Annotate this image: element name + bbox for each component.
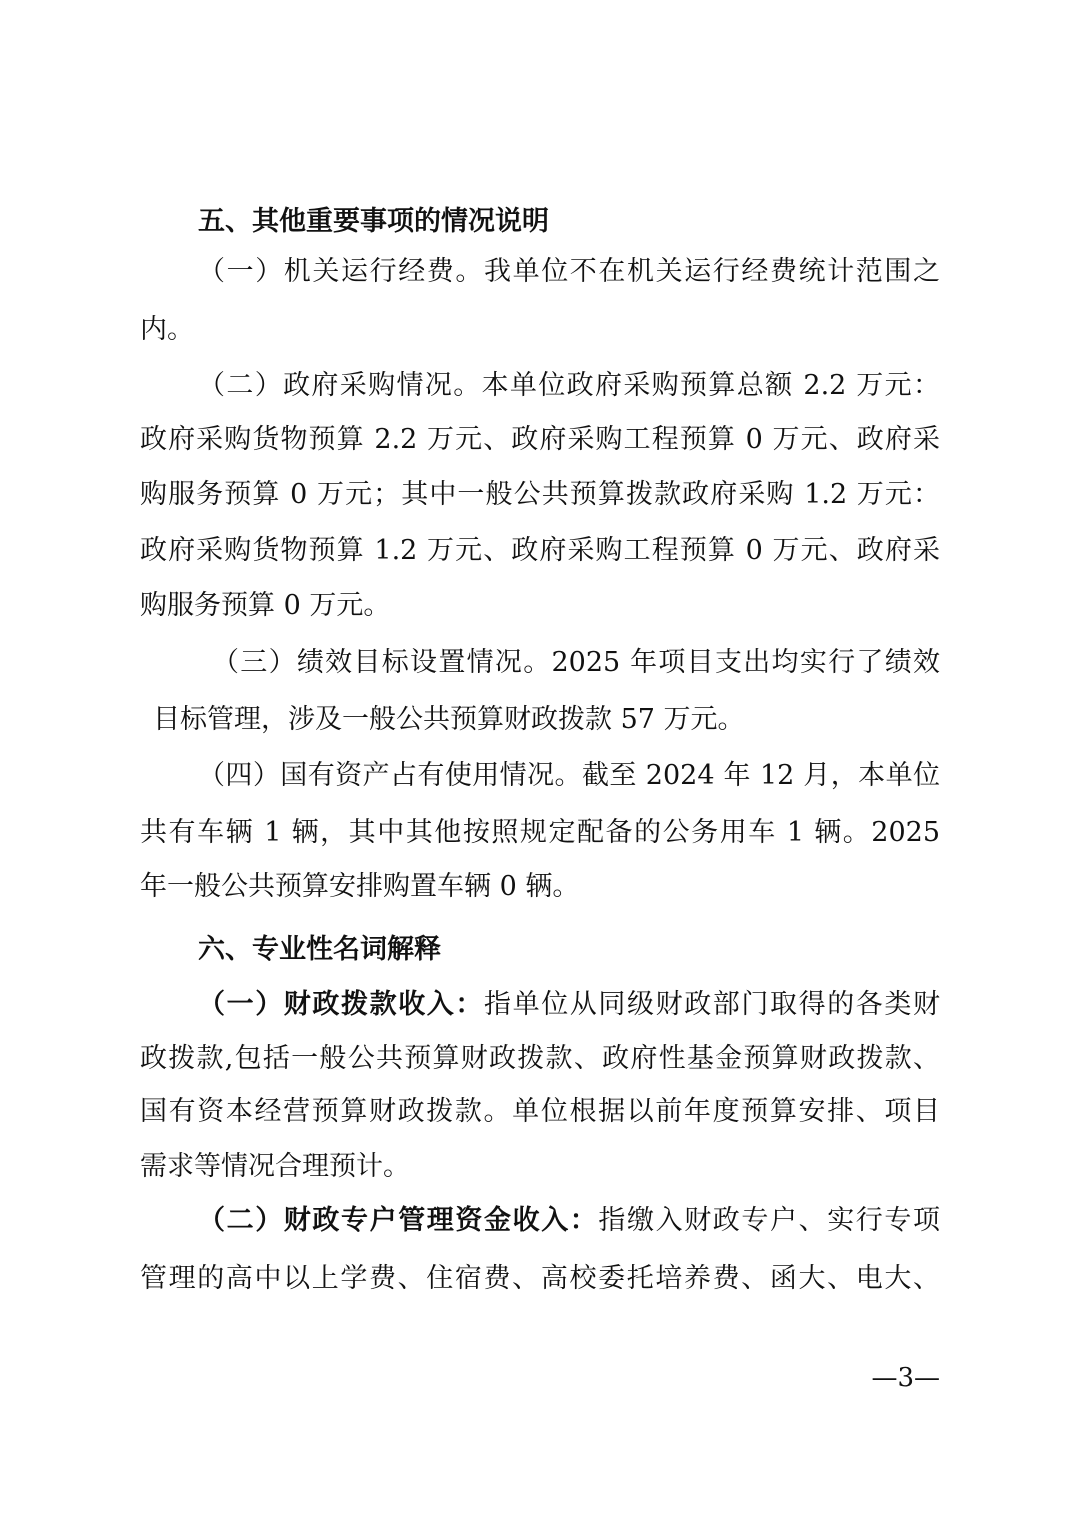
paragraph-line: 共有车辆 1 辆，其中其他按照规定配备的公务用车 1 辆。2025 [140,817,940,848]
paragraph-line: 购服务预算 0 万元。 [140,590,391,621]
paragraph-line: 内。 [140,314,194,345]
item-label: （四）国有资产占有使用情况。 [198,760,582,791]
paragraph-line: 年一般公共预算安排购置车辆 0 辆。 [140,871,580,902]
paragraph-line [198,247,940,297]
item-text: 指缴入财政专户、实行专项 [598,1205,941,1236]
item-label: （三）绩效目标设置情况。 [212,647,552,678]
paragraph-line [198,1196,940,1246]
paragraph-line: 政府采购货物预算 1.2 万元、政府采购工程预算 0 万元、政府采 [140,535,940,566]
paragraph-line: 国有资本经营预算财政拨款。单位根据以前年度预算安排、项目 [140,1096,940,1127]
paragraph-line: 政拨款,包括一般公共预算财政拨款、政府性基金预算财政拨款、 [140,1043,940,1074]
paragraph-line: 需求等情况合理预计。 [140,1151,410,1182]
paragraph-line: 购服务预算 0 万元；其中一般公共预算拨款政府采购 1.2 万元： [140,479,940,510]
item-label: （一）机关运行经费。 [198,256,484,287]
paragraph-line [198,980,940,1030]
item-text: 本单位政府采购预算总额 2.2 万元： [481,370,941,401]
term-label: （一）财政拨款收入： [198,989,484,1020]
paragraph-line: 政府采购货物预算 2.2 万元、政府采购工程预算 0 万元、政府采 [140,424,940,455]
item-text: 我单位不在机关运行经费统计范围之 [484,256,940,287]
paragraph-line: 管理的高中以上学费、住宿费、高校委托培养费、函大、电大、 [140,1263,940,1294]
item-text: 指单位从同级财政部门取得的各类财 [484,989,940,1020]
section-heading: 五、其他重要事项的情况说明 [198,206,549,237]
item-text: 2025 年项目支出均实行了绩效 [551,647,941,678]
item-label: （二）政府采购情况。 [198,370,482,401]
paragraph-line [198,751,940,801]
term-label: （二）财政专户管理资金收入： [198,1205,599,1236]
page-number: —3— [871,1363,940,1393]
paragraph-line [198,361,940,411]
section-heading: 六、专业性名词解释 [198,934,441,965]
item-text: 截至 2024 年 12 月，本单位 [581,760,940,791]
paragraph-line [212,638,940,688]
paragraph-line: 目标管理，涉及一般公共预算财政拨款 57 万元。 [153,704,745,735]
